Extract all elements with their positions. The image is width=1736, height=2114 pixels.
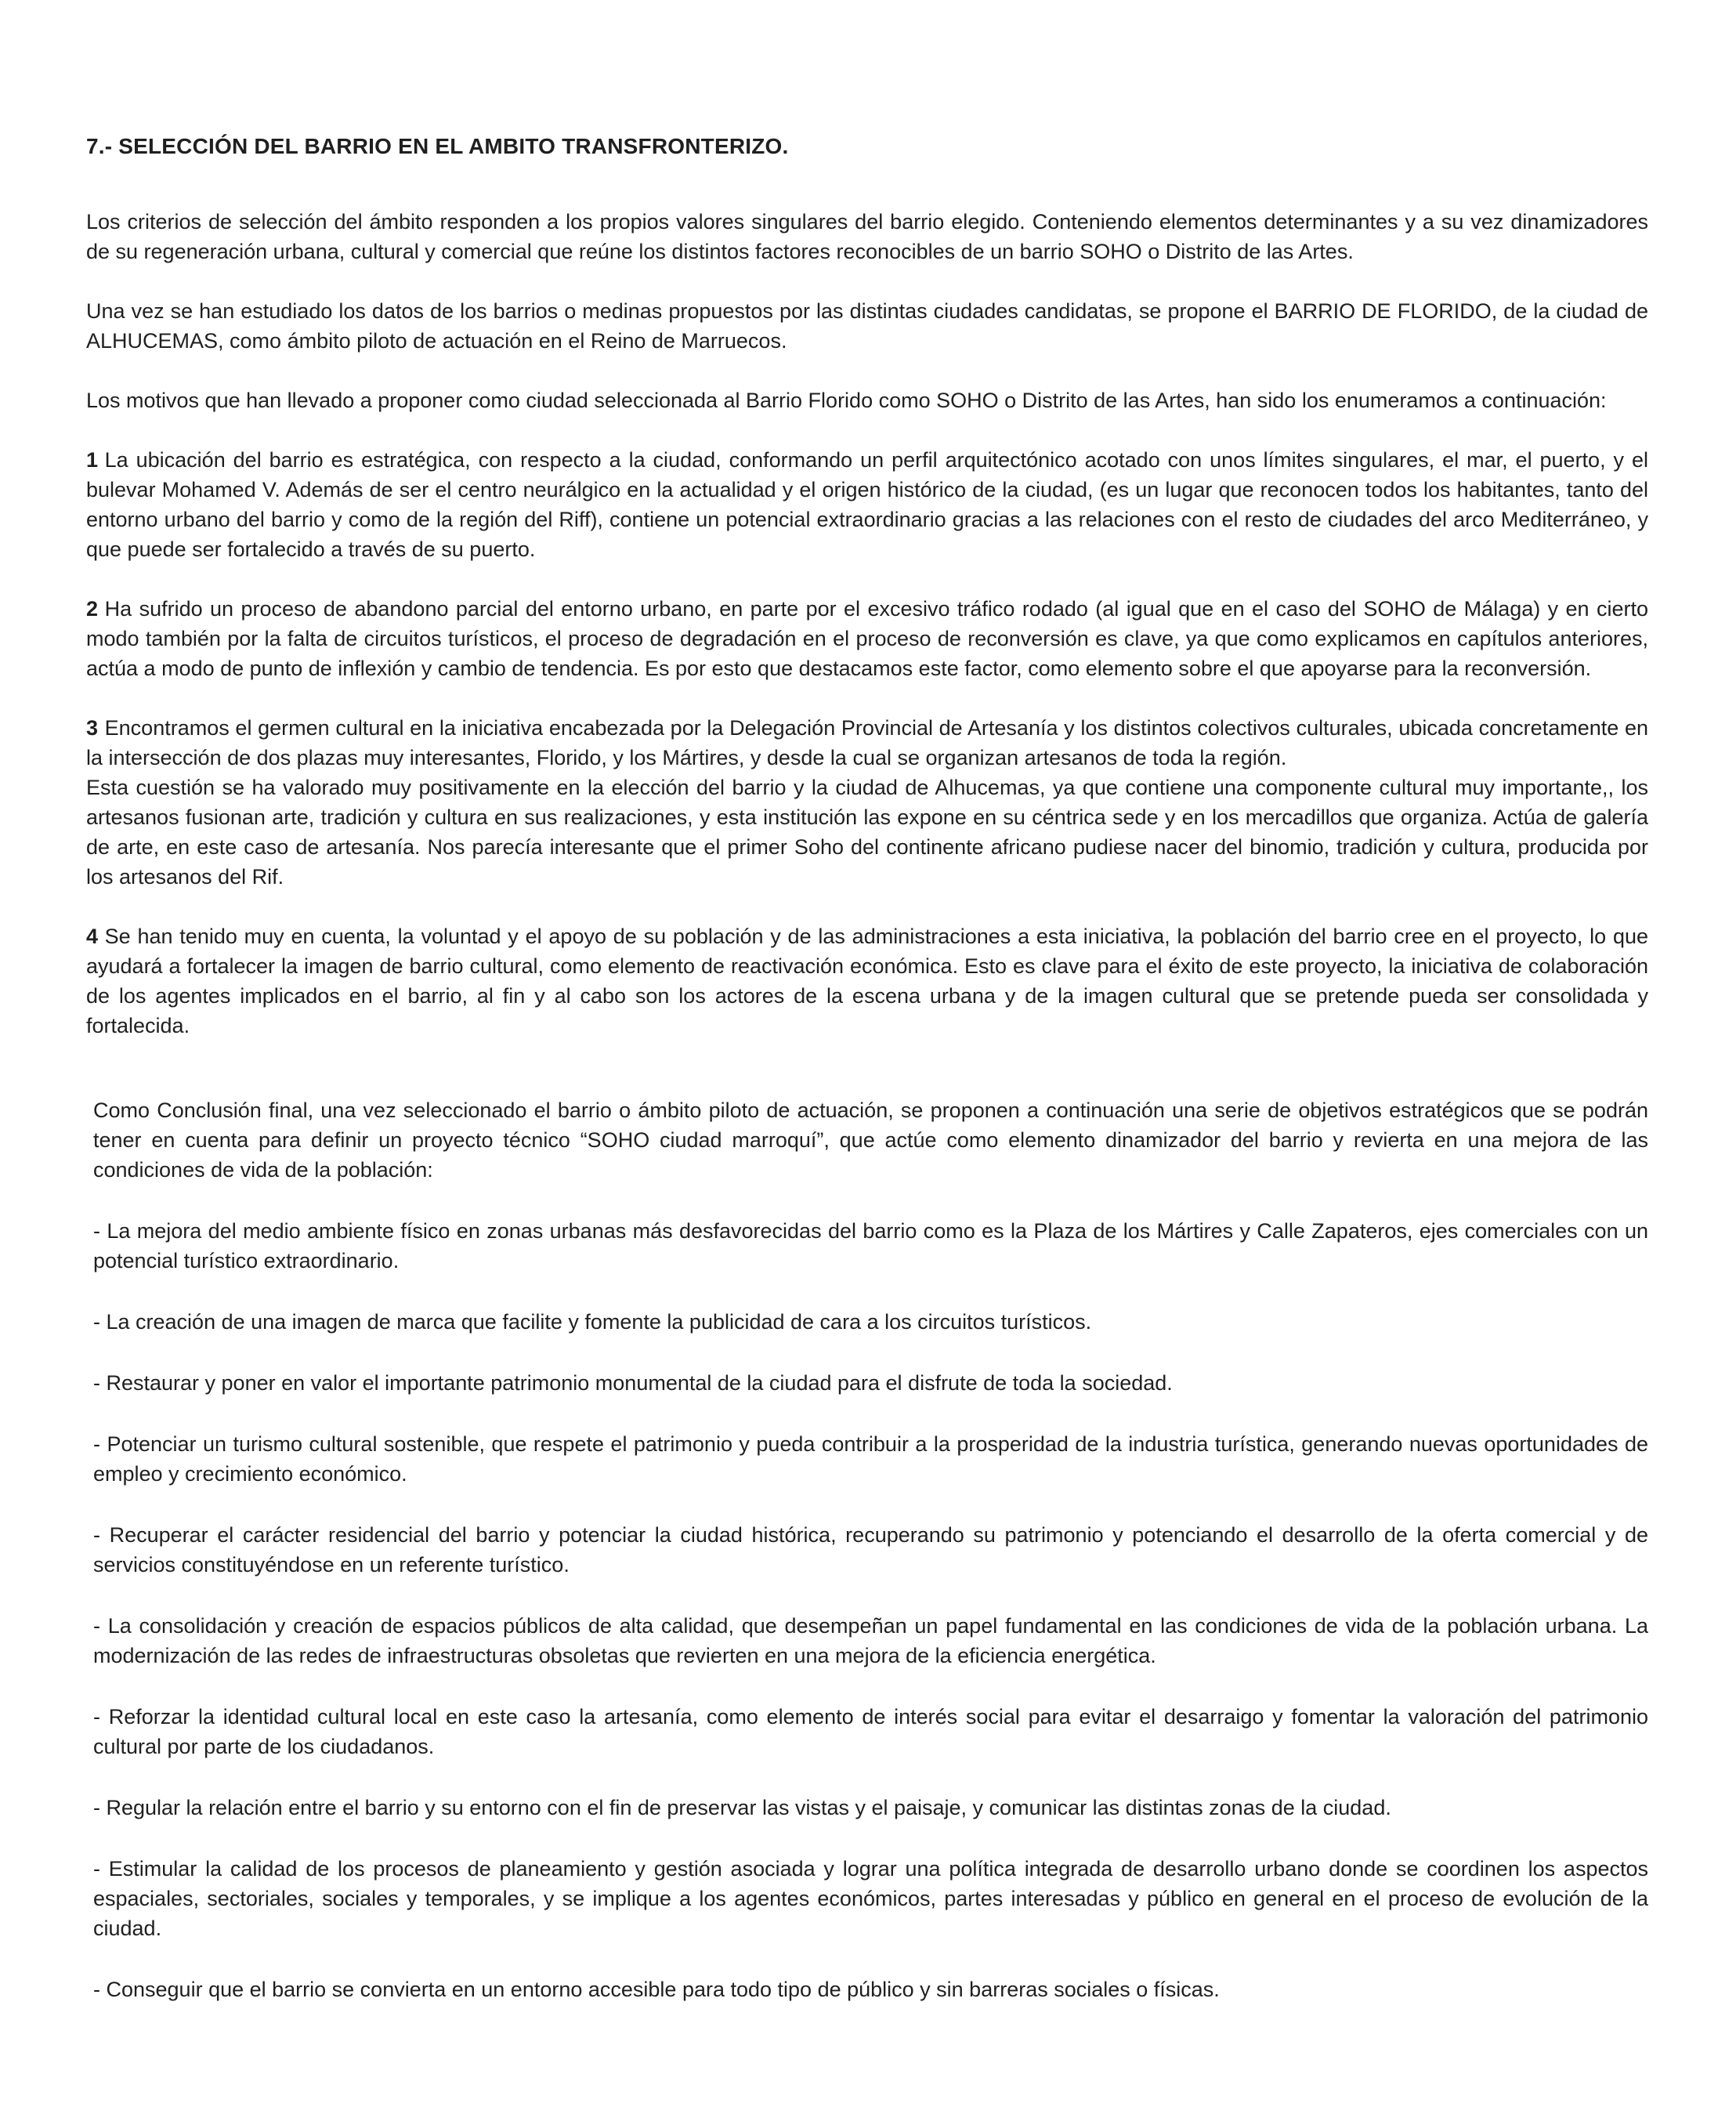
objective-item-4: - Potenciar un turismo cultural sostenible, que respete el patrimonio y pueda contribuir a la prosperidad de la industria turística, generando nuevas oportunidades de empleo y crecimiento económico. <box>93 1432 1648 1486</box>
item-number: 2 <box>86 597 99 621</box>
objective-item-3: - Restaurar y poner en valor el importante patrimonio monumental de la ciudad para el disfrute de toda la sociedad. <box>93 1371 1173 1395</box>
item-text: La ubicación del barrio es estratégica, con respecto a la ciudad, conformando un perfil arquitectónico acotado con unos límites singulares, el mar, el puerto, y el bulevar Mohamed V. Además de ser el centro neurálgico en la actualidad y el origen histórico de la ciudad, (es un lugar que reconocen todos los habitantes, tanto del entorno urbano del barrio y como de la región del Riff), contiene un potencial extraordinario gracias a las relaciones con el resto de ciudades del arco Mediterráneo, y que puede ser fortalecido a través de su puerto. <box>86 448 1648 561</box>
objective-item-8: - Regular la relación entre el barrio y su entorno con el fin de preservar las vistas y el paisaje, y comunicar las distintas zonas de la ciudad. <box>93 1796 1391 1819</box>
objective-item-6: - La consolidación y creación de espacios públicos de alta calidad, que desempeñan un papel fundamental en las condiciones de vida de la población urbana. La modernización de las redes de infraestructuras obsoletas que revierten en una mejora de la eficiencia energética. <box>93 1614 1648 1667</box>
item-number: 4 <box>86 925 99 948</box>
section-heading: 7.- SELECCIÓN DEL BARRIO EN EL AMBITO TRANSFRONTERIZO. <box>86 134 789 158</box>
numbered-item-2 <box>86 594 1648 683</box>
item-text-continued: Esta cuestión se ha valorado muy positivamente en la elección del barrio y la ciudad de Alhucemas, ya que contiene una componente cultural muy importante,, los artesanos fusionan arte, tradición y cultura en sus realizaciones, y esta institución las expone en su céntrica sede y en los mercadillos que organiza. Actúa de galería de arte, en este caso de artesanía. Nos parecía interesante que el primer Soho del continente africano pudiese nacer del binomio, tradición y cultura, producida por los artesanos del Rif. <box>86 776 1648 889</box>
objective-item-7: - Reforzar la identidad cultural local en este caso la artesanía, como elemento de interés social para evitar el desarraigo y fomentar la valoración del patrimonio cultural por parte de los ciudadanos. <box>93 1705 1648 1758</box>
intro-paragraph-1: Los criterios de selección del ámbito responden a los propios valores singulares del barrio elegido. Conteniendo elementos determinantes y a su vez dinamizadores de su regeneración urbana, cultural y comercial que reúne los distintos factores reconocibles de un barrio SOHO o Distrito de las Artes. <box>86 210 1648 263</box>
numbered-item-3 <box>86 713 1648 892</box>
objective-item-5: - Recuperar el carácter residencial del barrio y potenciar la ciudad histórica, recuperando su patrimonio y potenciando el desarrollo de la oferta comercial y de servicios constituyéndose en un referente turístico. <box>93 1523 1648 1576</box>
item-number: 1 <box>86 448 99 472</box>
intro-paragraph-2: Una vez se han estudiado los datos de los barrios o medinas propuestos por las distintas ciudades candidatas, se propone el BARRIO DE FLORIDO, de la ciudad de ALHUCEMAS, como ámbito piloto de actuación en el Reino de Marruecos. <box>86 299 1648 353</box>
objective-item-2: - La creación de una imagen de marca que facilite y fomente la publicidad de cara a los circuitos turísticos. <box>93 1310 1092 1334</box>
objective-item-9: - Estimular la calidad de los procesos de planeamiento y gestión asociada y lograr una política integrada de desarrollo urbano donde se coordinen los aspectos espaciales, sectoriales, sociales y temporales, y se implique a los agentes económicos, partes interesadas y público en general en el proceso de evolución de la ciudad. <box>93 1857 1648 1940</box>
objective-item-1: - La mejora del medio ambiente físico en zonas urbanas más desfavorecidas del barrio como es la Plaza de los Mártires y Calle Zapateros, ejes comerciales con un potencial turístico extraordinario. <box>93 1219 1648 1272</box>
conclusion-paragraph: Como Conclusión final, una vez seleccionado el barrio o ámbito piloto de actuación, se proponen a continuación una serie de objetivos estratégicos que se podrán tener en cuenta para definir un proyecto técnico “SOHO ciudad marroquí”, que actúe como elemento dinamizador del barrio y revierta en una mejora de las condiciones de vida de la población: <box>93 1099 1648 1182</box>
conclusion-section <box>86 1095 1648 2004</box>
item-number: 3 <box>86 716 99 740</box>
intro-paragraph-3: Los motivos que han llevado a proponer como ciudad seleccionada al Barrio Florido como SOHO o Distrito de las Artes, han sido los enumeramos a continuación: <box>86 389 1607 412</box>
item-text: Encontramos el germen cultural en la iniciativa encabezada por la Delegación Provincial de Artesanía y los distintos colectivos culturales, ubicada concretamente en la intersección de dos plazas muy interesantes, Florido, y los Mártires, y desde la cual se organizan artesanos de toda la región. <box>86 716 1648 769</box>
numbered-item-1 <box>86 445 1648 564</box>
item-text: Ha sufrido un proceso de abandono parcial del entorno urbano, en parte por el excesivo tráfico rodado (al igual que en el caso del SOHO de Málaga) y en cierto modo también por la falta de circuitos turísticos, el proceso de degradación en el proceso de reconversión es clave, ya que como explicamos en capítulos anteriores, actúa a modo de punto de inflexión y cambio de tendencia. Es por esto que destacamos este factor, como elemento sobre el que apoyarse para la reconversión. <box>86 597 1648 680</box>
numbered-item-4 <box>86 921 1648 1041</box>
objective-item-10: - Conseguir que el barrio se convierta en un entorno accesible para todo tipo de público y sin barreras sociales o físicas. <box>93 1978 1220 2001</box>
item-text: Se han tenido muy en cuenta, la voluntad y el apoyo de su población y de las administraciones a esta iniciativa, la población del barrio cree en el proyecto, lo que ayudará a fortalecer la imagen de barrio cultural, como elemento de reactivación económica. Esto es clave para el éxito de este proyecto, la iniciativa de colaboración de los agentes implicados en el barrio, al fin y al cabo son los actores de la escena urbana y de la imagen cultural que se pretende pueda ser consolidada y fortalecida. <box>86 925 1648 1037</box>
